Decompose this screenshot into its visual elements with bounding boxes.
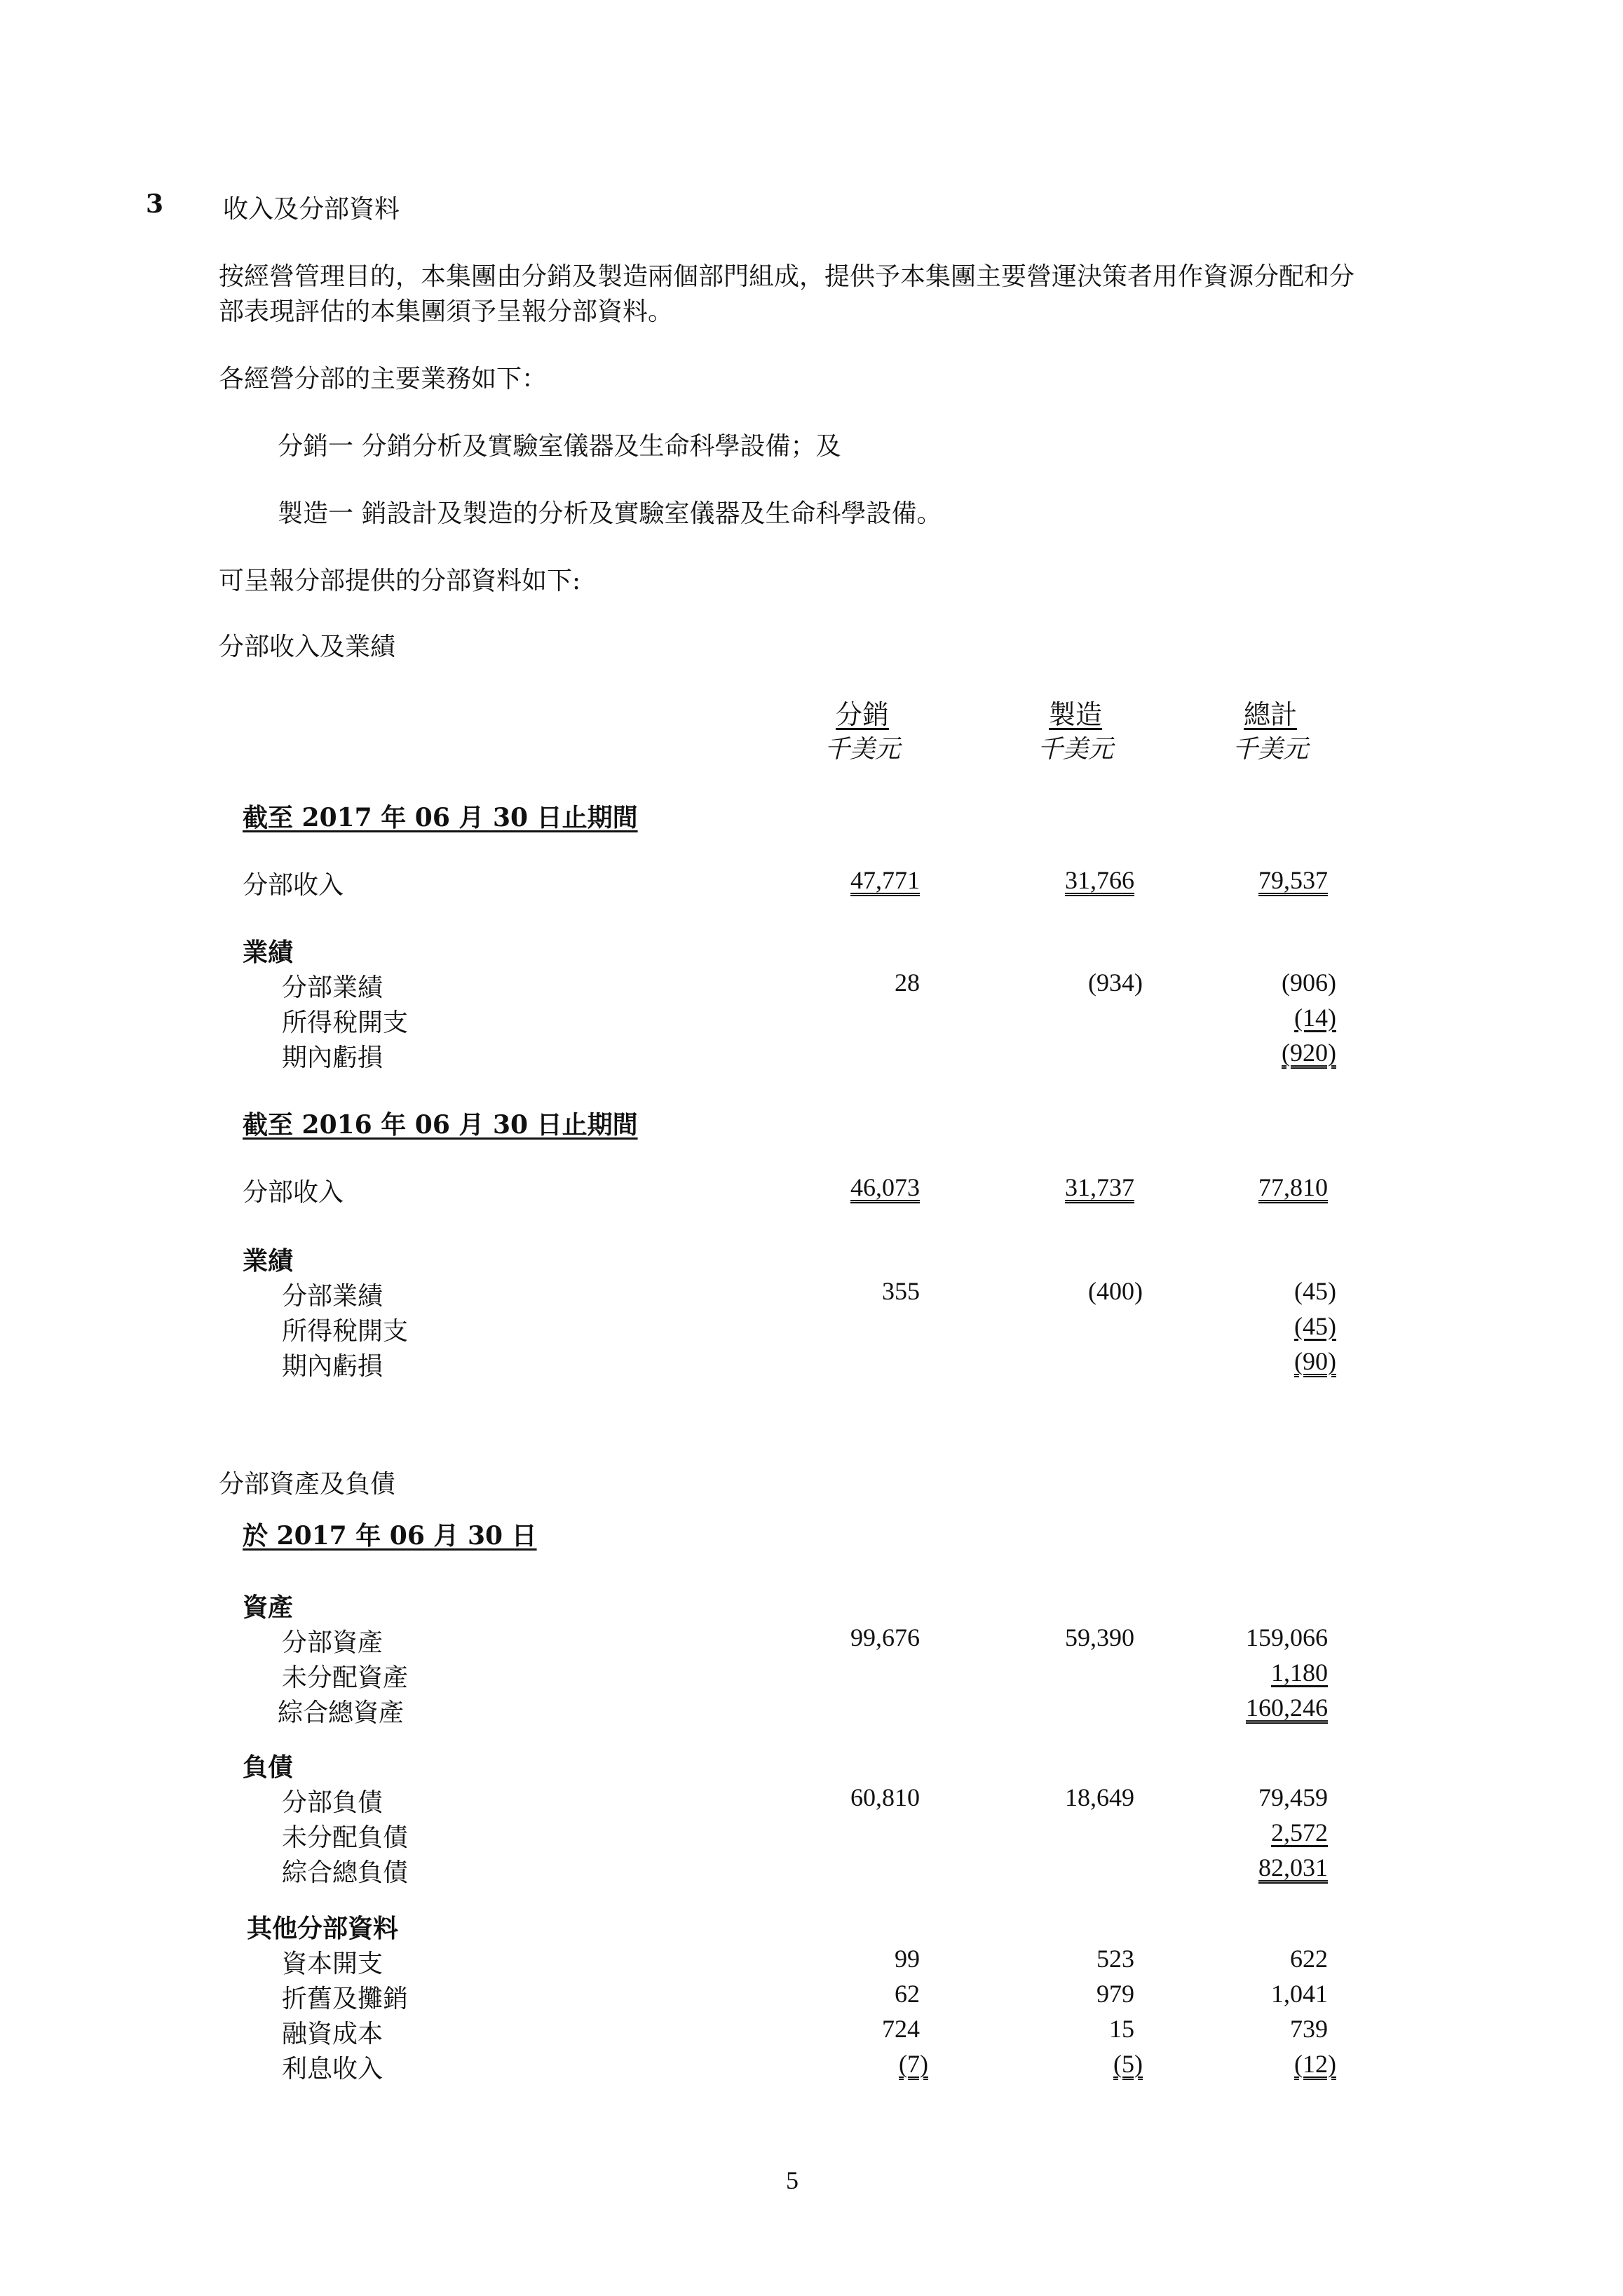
segment-results-2016-label: 分部業績	[282, 1282, 383, 1311]
segment-assets-manufacturing: 59,390	[1065, 1623, 1134, 1652]
currency-manufacturing: 千美元	[1037, 735, 1113, 764]
assets-liabilities-heading: 分部資產及負債	[219, 1470, 396, 1499]
revenue-2017-manufacturing: 31,766	[1065, 866, 1134, 894]
activity-manufacturing: 製造一 銷設計及製造的分析及實驗室儀器及生命科學設備。	[278, 499, 942, 528]
intro-line-1: 按經營管理目的，本集團由分銷及製造兩個部門組成，提供予本集團主要營運決策者用作資源分配和分	[219, 262, 1355, 291]
currency-total: 千美元	[1232, 735, 1308, 764]
depreciation-distribution: 62	[895, 1980, 920, 2008]
depreciation-total: 1,041	[1271, 1980, 1328, 2008]
segment-assets-label: 分部資產	[282, 1628, 383, 1657]
finance-cost-label: 融資成本	[282, 2020, 383, 2048]
capex-manufacturing: 523	[1096, 1945, 1134, 1973]
depreciation-manufacturing: 979	[1096, 1980, 1134, 2008]
segment-results-2016-manufacturing: (400)	[1088, 1277, 1143, 1305]
segment-results-2017-total: (906)	[1282, 968, 1336, 997]
segment-results-2017-label: 分部業績	[282, 973, 383, 1002]
page-number: 5	[786, 2166, 799, 2194]
segment-assets-total: 159,066	[1246, 1623, 1328, 1652]
finance-cost-distribution: 724	[882, 2015, 920, 2043]
loss-2016-label: 期內虧損	[282, 1352, 383, 1381]
depreciation-label: 折舊及攤銷	[282, 1985, 409, 2013]
segment-results-2017-distribution: 28	[895, 968, 920, 997]
interest-income-total: (12)	[1294, 2050, 1336, 2078]
reportable-intro: 可呈報分部提供的分部資料如下:	[219, 567, 581, 595]
segment-results-2016-total: (45)	[1294, 1277, 1336, 1305]
section-title: 收入及分部資料	[223, 195, 400, 224]
revenue-results-heading: 分部收入及業績	[219, 633, 396, 661]
revenue-2016-distribution: 46,073	[850, 1173, 920, 1201]
assets-label: 資產	[243, 1593, 294, 1622]
column-header-manufacturing: 製造	[1048, 699, 1102, 730]
section-number: 3	[146, 189, 164, 219]
segment-liabilities-total: 79,459	[1258, 1783, 1328, 1811]
interest-income-manufacturing: (5)	[1113, 2050, 1143, 2078]
period-2017-heading: 截至 2017 年 06 月 30 日止期間	[243, 803, 638, 832]
results-2016-label: 業績	[243, 1246, 294, 1276]
unallocated-liabilities-total: 2,572	[1271, 1818, 1328, 1846]
unallocated-assets-total: 1,180	[1271, 1659, 1328, 1687]
revenue-2016-total: 77,810	[1258, 1173, 1328, 1201]
unallocated-assets-label: 未分配資產	[282, 1663, 409, 1692]
revenue-2017-total: 79,537	[1258, 866, 1328, 894]
revenue-2016-label: 分部收入	[243, 1178, 344, 1207]
results-2017-label: 業績	[243, 938, 294, 967]
total-assets-total: 160,246	[1246, 1694, 1328, 1722]
date-heading: 於 2017 年 06 月 30 日	[243, 1521, 537, 1551]
activity-distribution: 分銷一 分銷分析及實驗室儀器及生命科學設備；及	[278, 432, 841, 461]
segment-liabilities-distribution: 60,810	[850, 1783, 920, 1811]
total-liabilities-total: 82,031	[1258, 1853, 1328, 1882]
tax-2017-total: (14)	[1294, 1004, 1336, 1032]
capex-label: 資本開支	[282, 1950, 383, 1978]
loss-2017-label: 期內虧損	[282, 1044, 383, 1072]
unallocated-liabilities-label: 未分配負債	[282, 1823, 409, 1852]
other-info-label: 其他分部資料	[247, 1914, 399, 1943]
activities-intro: 各經營分部的主要業務如下：	[219, 365, 548, 393]
total-liabilities-label: 綜合總負債	[282, 1858, 409, 1887]
interest-income-distribution: (7)	[899, 2050, 928, 2078]
interest-income-label: 利息收入	[282, 2055, 383, 2084]
total-assets-label: 綜合總資產	[278, 1699, 405, 1727]
segment-assets-distribution: 99,676	[850, 1623, 920, 1652]
loss-2016-total: (90)	[1294, 1347, 1336, 1375]
revenue-2017-label: 分部收入	[243, 871, 344, 900]
column-header-total: 總計	[1243, 699, 1297, 730]
tax-2017-label: 所得稅開支	[282, 1008, 409, 1037]
tax-2016-label: 所得稅開支	[282, 1317, 409, 1346]
liabilities-label: 負債	[243, 1753, 294, 1782]
loss-2017-total: (920)	[1282, 1039, 1336, 1067]
capex-total: 622	[1290, 1945, 1328, 1973]
segment-liabilities-manufacturing: 18,649	[1065, 1783, 1134, 1811]
finance-cost-total: 739	[1290, 2015, 1328, 2043]
revenue-2017-distribution: 47,771	[850, 866, 920, 894]
period-2016-heading: 截至 2016 年 06 月 30 日止期間	[243, 1110, 638, 1140]
revenue-2016-manufacturing: 31,737	[1065, 1173, 1134, 1201]
segment-liabilities-label: 分部負債	[282, 1788, 383, 1817]
segment-results-2017-manufacturing: (934)	[1088, 968, 1143, 997]
column-header-distribution: 分銷	[835, 699, 889, 730]
finance-cost-manufacturing: 15	[1109, 2015, 1134, 2043]
currency-distribution: 千美元	[824, 735, 900, 764]
intro-line-2: 部表現評估的本集團須予呈報分部資料。	[219, 297, 674, 326]
segment-results-2016-distribution: 355	[882, 1277, 920, 1305]
tax-2016-total: (45)	[1294, 1312, 1336, 1340]
capex-distribution: 99	[895, 1945, 920, 1973]
